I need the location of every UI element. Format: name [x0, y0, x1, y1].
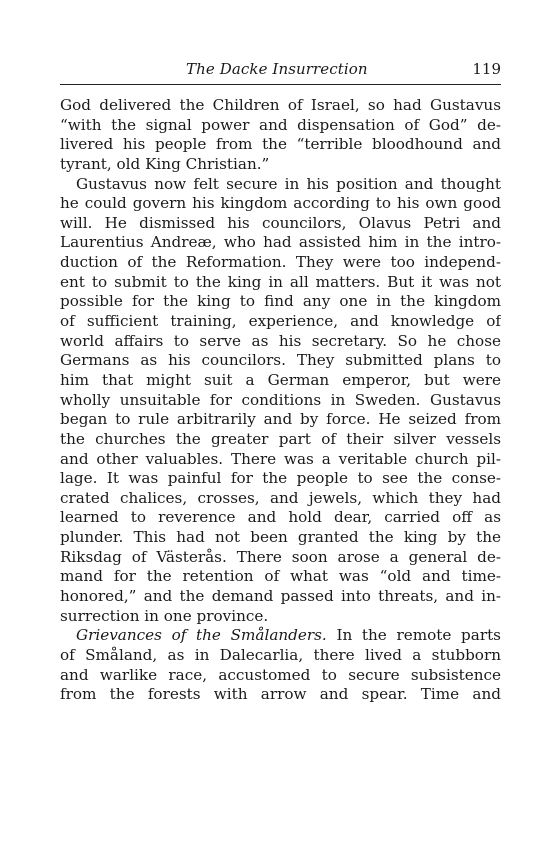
text-line: plunder. This had not been granted the king by the [60, 528, 501, 547]
text-line: him that might suit a German emperor, but were [60, 370, 501, 389]
running-header [60, 58, 501, 85]
text-line: began to rule arbitrarily and by force. He seized from [60, 410, 501, 429]
text-line: he could govern his kingdom according to his own good [60, 194, 501, 213]
text-line: world affairs to serve as his secretary. So he chose [60, 331, 501, 350]
text-line: learned to reverence and hold dear, carried off as [60, 508, 501, 527]
text-line: tyrant, old King Christian.” [60, 154, 270, 173]
text-line: possible for the king to find any one in the kingdom [60, 292, 501, 311]
text-line [60, 626, 501, 646]
text-line: of Småland, as in Dalecarlia, there lived a stubborn [60, 645, 501, 664]
paragraph-1 [60, 96, 501, 175]
text-line: will. He dismissed his councilors, Olavus Petri and [60, 213, 501, 232]
text-line: duction of the Reformation. They were too independ- [60, 253, 501, 272]
text-line: wholly unsuitable for conditions in Sweden. Gustavus [60, 390, 501, 409]
text-line: Laurentius Andreæ, who had assisted him in the intro- [60, 233, 501, 252]
text-line: and other valuables. There was a veritable church pil- [60, 449, 501, 468]
text-line: Gustavus now felt secure in his position and thought [75, 174, 501, 193]
page-number: 119 [472, 60, 501, 78]
text-line: “with the signal power and dispensation of God” de- [60, 115, 501, 134]
text-line: honored,” and the demand passed into threats, and in- [60, 587, 501, 606]
body-text [60, 96, 501, 705]
text-line: ent to submit to the king in all matters. But it was not [60, 272, 501, 291]
text-line: Riksdag of Västerås. There soon arose a general de- [60, 547, 501, 566]
book-page [60, 58, 501, 705]
text-line: crated chalices, crosses, and jewels, which they had [60, 488, 501, 507]
paragraph-3 [60, 626, 501, 705]
text-line: the churches the greater part of their silver vessels [60, 429, 501, 448]
paragraph-2 [60, 175, 501, 627]
text-line: from the forests with arrow and spear. Time and [60, 685, 501, 704]
text-line: Germans as his councilors. They submitted plans to [60, 351, 501, 370]
text-line: livered his people from the “terrible bloodhound and [60, 135, 501, 154]
text-line: and warlike race, accustomed to secure subsistence [60, 665, 501, 684]
text-line: surrection in one province. [60, 606, 269, 625]
text-line: of sufficient training, experience, and knowledge of [60, 312, 501, 331]
running-title: The Dacke Insurrection [186, 60, 368, 78]
text-line: mand for the retention of what was “old and time- [60, 567, 501, 586]
text-line: lage. It was painful for the people to see the conse- [60, 469, 501, 488]
section-heading: Grievances of the Smålanders. [75, 626, 327, 645]
text-run: In the remote parts [326, 626, 501, 645]
text-line: God delivered the Children of Israel, so had Gustavus [60, 96, 501, 114]
